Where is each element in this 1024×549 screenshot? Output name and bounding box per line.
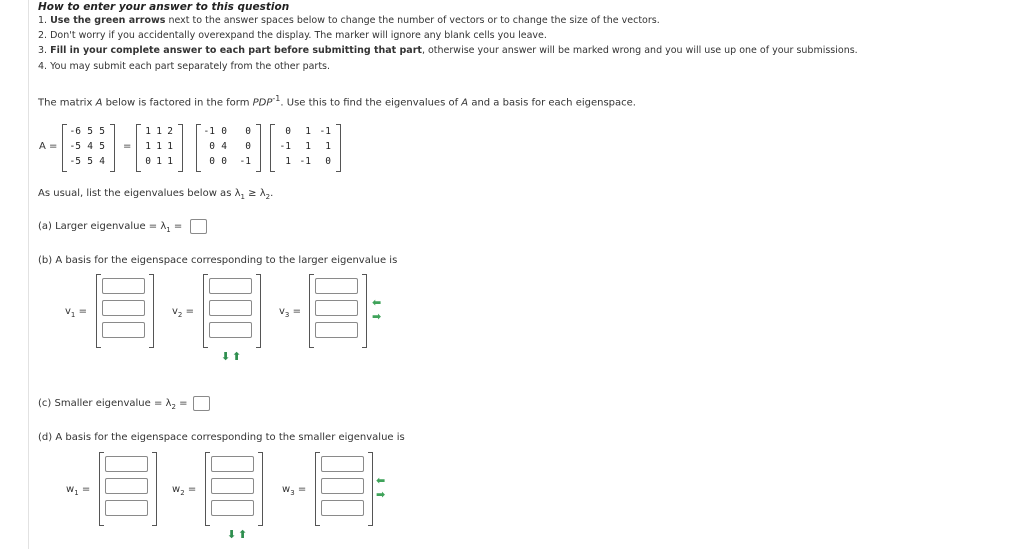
problem-intro: The matrix A below is factored in the form $PDP^{-1}$. Use this to find the eigenvalues of A and a basis for each eigenspace. [38, 94, 636, 109]
part-b-label: (b) A basis for the eigenspace corresponding to the larger eigenvalue is [38, 255, 398, 266]
matrix-cell: -5 [69, 156, 81, 167]
matrix-bracket-right [178, 124, 183, 172]
matrix-cell: -1 [203, 126, 215, 137]
part-d-label: (d) A basis for the eigenspace corresponding to the smaller eigenvalue is [38, 432, 405, 443]
w2-entry-3-input[interactable] [211, 500, 254, 516]
matrix-cell: 0 [245, 126, 251, 137]
vector-bracket-right [256, 274, 261, 348]
expand-size-arrow-icon[interactable]: ⬇ [221, 350, 231, 363]
expand-size-arrow-icon[interactable]: ⬇ [227, 528, 237, 541]
w1-entry-2-input[interactable] [105, 478, 148, 494]
matrix-row [201, 124, 251, 139]
v3-entry-2-input[interactable] [315, 300, 358, 316]
matrix-p-inverse [275, 124, 331, 169]
larger-eigenvalue-input[interactable] [190, 219, 207, 234]
v3-entry-1-input[interactable] [315, 278, 358, 294]
vector-bracket-right [258, 452, 263, 526]
w2-entry-2-input[interactable] [211, 478, 254, 494]
shrink-size-arrow-icon[interactable]: ⬆ [238, 528, 248, 541]
w3-entry-1-input[interactable] [321, 456, 364, 472]
matrix-cell: -6 [69, 126, 81, 137]
matrix-cell: 1 [156, 156, 162, 167]
matrix-d [201, 124, 251, 169]
vector-bracket-left [96, 274, 101, 348]
part-c-label: (c) Smaller eigenvalue = $\lambda_2$ = [38, 398, 188, 411]
w1-entry-3-input[interactable] [105, 500, 148, 516]
matrix-row [275, 154, 331, 169]
vector-bracket-left [315, 452, 320, 526]
v1-entry-1-input[interactable] [102, 278, 145, 294]
w2-label: $w_2$ = [172, 484, 197, 497]
vector-bracket-left [203, 274, 208, 348]
howto-item: 4. You may submit each part separately from the other parts. [38, 61, 331, 72]
matrix-row [141, 124, 173, 139]
matrix-cell: 0 [221, 156, 227, 167]
smaller-eigenvalue-input[interactable] [193, 396, 210, 411]
add-vector-arrow-icon[interactable]: ➡ [376, 488, 386, 501]
matrix-cell: 0 [145, 156, 151, 167]
w3-entry-2-input[interactable] [321, 478, 364, 494]
vector-bracket-right [149, 274, 154, 348]
matrix-cell: 2 [167, 126, 173, 137]
howto-item: 3. Fill in your complete answer to each part before submitting that part, otherwise your answer will be marked wrong and you will use up one of your submissions. [38, 45, 858, 56]
matrix-cell: -1 [239, 156, 251, 167]
matrix-cell: 1 [167, 141, 173, 152]
matrix-cell: 1 [325, 141, 331, 152]
matrix-cell: 5 [87, 156, 93, 167]
matrix-a [67, 124, 105, 169]
matrix-row [275, 139, 331, 154]
add-vector-arrow-icon[interactable]: ➡ [372, 310, 382, 323]
matrix-cell: 1 [167, 156, 173, 167]
left-divider [28, 0, 29, 549]
matrix-row [275, 124, 331, 139]
matrix-cell: 0 [209, 156, 215, 167]
matrix-row [67, 139, 105, 154]
matrix-bracket-right [256, 124, 261, 172]
howto-item: 1. Use the green arrows next to the answer spaces below to change the number of vectors or to change the size of the vectors. [38, 15, 660, 26]
matrix-a-label: A = [39, 141, 58, 152]
matrix-cell: 1 [156, 126, 162, 137]
vector-bracket-right [152, 452, 157, 526]
matrix-p [141, 124, 173, 169]
v1-entry-2-input[interactable] [102, 300, 145, 316]
vector-bracket-right [362, 274, 367, 348]
w3-label: $w_3$ = [282, 484, 307, 497]
matrix-cell: 0 [325, 156, 331, 167]
matrix-cell: 0 [245, 141, 251, 152]
shrink-size-arrow-icon[interactable]: ⬆ [232, 350, 242, 363]
matrix-cell: -1 [279, 141, 291, 152]
matrix-row [141, 139, 173, 154]
vector-bracket-right [368, 452, 373, 526]
matrix-cell: -5 [69, 141, 81, 152]
v1-label: $v_1$ = [65, 306, 87, 319]
vector-bracket-left [309, 274, 314, 348]
matrix-cell: 4 [99, 156, 105, 167]
remove-vector-arrow-icon[interactable]: ⬅ [376, 474, 386, 487]
matrix-cell: 1 [305, 126, 311, 137]
matrix-row [201, 139, 251, 154]
w1-entry-1-input[interactable] [105, 456, 148, 472]
v1-entry-3-input[interactable] [102, 322, 145, 338]
v2-entry-3-input[interactable] [209, 322, 252, 338]
matrix-row [67, 154, 105, 169]
howto-title: How to enter your answer to this question [38, 1, 290, 13]
matrix-row [67, 124, 105, 139]
w1-label: $w_1$ = [66, 484, 91, 497]
v2-label: $v_2$ = [172, 306, 194, 319]
matrix-row [201, 154, 251, 169]
v3-entry-3-input[interactable] [315, 322, 358, 338]
matrix-cell: 4 [87, 141, 93, 152]
v2-entry-1-input[interactable] [209, 278, 252, 294]
matrix-cell: 1 [156, 141, 162, 152]
matrix-cell: 4 [221, 141, 227, 152]
w3-entry-3-input[interactable] [321, 500, 364, 516]
matrix-cell: -1 [299, 156, 311, 167]
matrix-cell: 1 [145, 126, 151, 137]
matrix-cell: 0 [221, 126, 227, 137]
matrix-cell: 1 [285, 156, 291, 167]
part-a-label: (a) Larger eigenvalue = $\lambda_1$ = [38, 221, 183, 234]
matrix-row [141, 154, 173, 169]
v3-label: $v_3$ = [279, 306, 301, 319]
matrix-cell: -1 [319, 126, 331, 137]
howto-item: 2. Don't worry if you accidentally overexpand the display. The marker will ignore any blank cells you leave. [38, 30, 547, 41]
matrix-cell: 1 [305, 141, 311, 152]
matrix-cell: 5 [99, 126, 105, 137]
vector-bracket-left [205, 452, 210, 526]
matrix-cell: 0 [209, 141, 215, 152]
vector-bracket-left [99, 452, 104, 526]
matrix-bracket-right [336, 124, 341, 172]
eigen-order-note: As usual, list the eigenvalues below as $\lambda_1 \ge \lambda_2$. [38, 188, 274, 201]
matrix-cell: 5 [99, 141, 105, 152]
v2-entry-2-input[interactable] [209, 300, 252, 316]
equals-sign: = [123, 141, 132, 152]
w2-entry-1-input[interactable] [211, 456, 254, 472]
matrix-cell: 0 [285, 126, 291, 137]
matrix-cell: 1 [145, 141, 151, 152]
remove-vector-arrow-icon[interactable]: ⬅ [372, 296, 382, 309]
matrix-cell: 5 [87, 126, 93, 137]
matrix-bracket-right [110, 124, 115, 172]
